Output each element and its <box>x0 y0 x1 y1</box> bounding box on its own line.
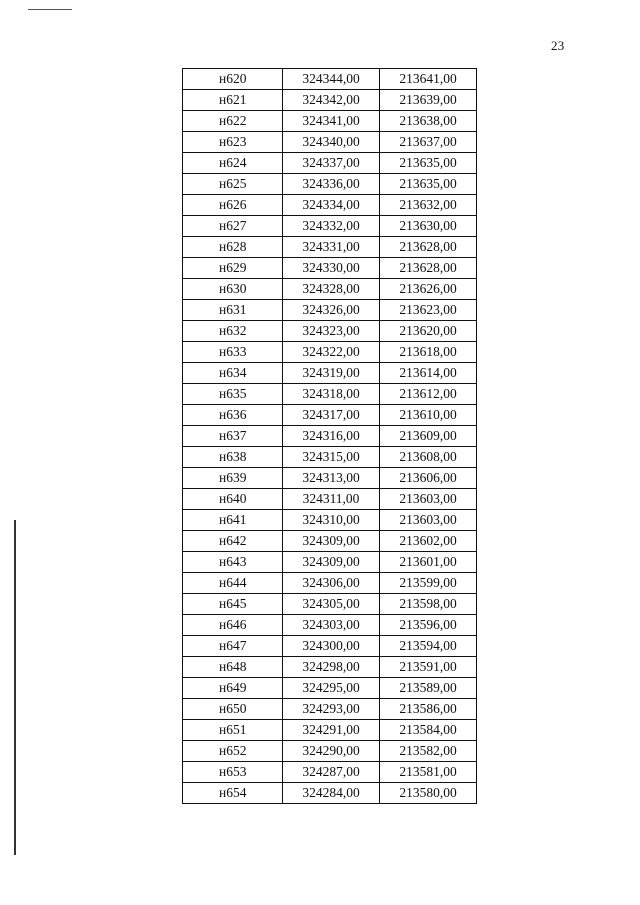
x-coordinate-cell: 324287,00 <box>283 762 380 783</box>
x-coordinate-cell: 324318,00 <box>283 384 380 405</box>
table-row <box>183 762 477 783</box>
table-row <box>183 426 477 447</box>
table-row <box>183 552 477 573</box>
table-row <box>183 678 477 699</box>
table-row <box>183 468 477 489</box>
x-coordinate-cell: 324298,00 <box>283 657 380 678</box>
y-coordinate-cell: 213603,00 <box>380 489 477 510</box>
table-row <box>183 489 477 510</box>
table-row <box>183 342 477 363</box>
x-coordinate-cell: 324342,00 <box>283 90 380 111</box>
table-row <box>183 573 477 594</box>
point-id-cell: н635 <box>183 384 283 405</box>
point-id-cell: н633 <box>183 342 283 363</box>
table-row <box>183 510 477 531</box>
table-row <box>183 636 477 657</box>
y-coordinate-cell: 213608,00 <box>380 447 477 468</box>
point-id-cell: н626 <box>183 195 283 216</box>
table-row <box>183 69 477 90</box>
y-coordinate-cell: 213638,00 <box>380 111 477 132</box>
y-coordinate-cell: 213598,00 <box>380 594 477 615</box>
y-coordinate-cell: 213630,00 <box>380 216 477 237</box>
x-coordinate-cell: 324306,00 <box>283 573 380 594</box>
table-row <box>183 174 477 195</box>
y-coordinate-cell: 213612,00 <box>380 384 477 405</box>
x-coordinate-cell: 324340,00 <box>283 132 380 153</box>
y-coordinate-cell: 213584,00 <box>380 720 477 741</box>
point-id-cell: н652 <box>183 741 283 762</box>
top-rule-line <box>28 9 72 10</box>
point-id-cell: н642 <box>183 531 283 552</box>
x-coordinate-cell: 324322,00 <box>283 342 380 363</box>
x-coordinate-cell: 324344,00 <box>283 69 380 90</box>
y-coordinate-cell: 213639,00 <box>380 90 477 111</box>
scan-edge-bar <box>14 520 16 855</box>
y-coordinate-cell: 213618,00 <box>380 342 477 363</box>
table-row <box>183 741 477 762</box>
y-coordinate-cell: 213609,00 <box>380 426 477 447</box>
x-coordinate-cell: 324290,00 <box>283 741 380 762</box>
point-id-cell: н651 <box>183 720 283 741</box>
y-coordinate-cell: 213601,00 <box>380 552 477 573</box>
x-coordinate-cell: 324295,00 <box>283 678 380 699</box>
point-id-cell: н625 <box>183 174 283 195</box>
x-coordinate-cell: 324331,00 <box>283 237 380 258</box>
x-coordinate-cell: 324334,00 <box>283 195 380 216</box>
y-coordinate-cell: 213602,00 <box>380 531 477 552</box>
table-row <box>183 594 477 615</box>
point-id-cell: н638 <box>183 447 283 468</box>
x-coordinate-cell: 324309,00 <box>283 552 380 573</box>
y-coordinate-cell: 213596,00 <box>380 615 477 636</box>
y-coordinate-cell: 213628,00 <box>380 237 477 258</box>
y-coordinate-cell: 213603,00 <box>380 510 477 531</box>
x-coordinate-cell: 324330,00 <box>283 258 380 279</box>
x-coordinate-cell: 324300,00 <box>283 636 380 657</box>
x-coordinate-cell: 324341,00 <box>283 111 380 132</box>
point-id-cell: н643 <box>183 552 283 573</box>
table-row <box>183 531 477 552</box>
table-row <box>183 132 477 153</box>
y-coordinate-cell: 213606,00 <box>380 468 477 489</box>
point-id-cell: н627 <box>183 216 283 237</box>
point-id-cell: н637 <box>183 426 283 447</box>
x-coordinate-cell: 324309,00 <box>283 531 380 552</box>
y-coordinate-cell: 213580,00 <box>380 783 477 804</box>
y-coordinate-cell: 213626,00 <box>380 279 477 300</box>
point-id-cell: н620 <box>183 69 283 90</box>
x-coordinate-cell: 324305,00 <box>283 594 380 615</box>
point-id-cell: н636 <box>183 405 283 426</box>
point-id-cell: н646 <box>183 615 283 636</box>
x-coordinate-cell: 324337,00 <box>283 153 380 174</box>
y-coordinate-cell: 213632,00 <box>380 195 477 216</box>
point-id-cell: н654 <box>183 783 283 804</box>
table-row <box>183 447 477 468</box>
x-coordinate-cell: 324315,00 <box>283 447 380 468</box>
x-coordinate-cell: 324317,00 <box>283 405 380 426</box>
table-row <box>183 153 477 174</box>
table-row <box>183 279 477 300</box>
y-coordinate-cell: 213591,00 <box>380 657 477 678</box>
x-coordinate-cell: 324293,00 <box>283 699 380 720</box>
point-id-cell: н624 <box>183 153 283 174</box>
y-coordinate-cell: 213594,00 <box>380 636 477 657</box>
y-coordinate-cell: 213599,00 <box>380 573 477 594</box>
y-coordinate-cell: 213623,00 <box>380 300 477 321</box>
coordinates-table <box>182 68 477 804</box>
y-coordinate-cell: 213614,00 <box>380 363 477 384</box>
table-row <box>183 720 477 741</box>
point-id-cell: н623 <box>183 132 283 153</box>
y-coordinate-cell: 213581,00 <box>380 762 477 783</box>
y-coordinate-cell: 213589,00 <box>380 678 477 699</box>
y-coordinate-cell: 213586,00 <box>380 699 477 720</box>
table-row <box>183 363 477 384</box>
point-id-cell: н634 <box>183 363 283 384</box>
table-row <box>183 384 477 405</box>
x-coordinate-cell: 324319,00 <box>283 363 380 384</box>
table-row <box>183 321 477 342</box>
table-row <box>183 195 477 216</box>
y-coordinate-cell: 213610,00 <box>380 405 477 426</box>
point-id-cell: н653 <box>183 762 283 783</box>
x-coordinate-cell: 324313,00 <box>283 468 380 489</box>
table-row <box>183 405 477 426</box>
table-row <box>183 237 477 258</box>
point-id-cell: н628 <box>183 237 283 258</box>
point-id-cell: н621 <box>183 90 283 111</box>
x-coordinate-cell: 324328,00 <box>283 279 380 300</box>
point-id-cell: н640 <box>183 489 283 510</box>
point-id-cell: н647 <box>183 636 283 657</box>
y-coordinate-cell: 213620,00 <box>380 321 477 342</box>
point-id-cell: н645 <box>183 594 283 615</box>
table-row <box>183 615 477 636</box>
x-coordinate-cell: 324310,00 <box>283 510 380 531</box>
table-row <box>183 258 477 279</box>
point-id-cell: н622 <box>183 111 283 132</box>
x-coordinate-cell: 324326,00 <box>283 300 380 321</box>
table-row <box>183 300 477 321</box>
y-coordinate-cell: 213582,00 <box>380 741 477 762</box>
point-id-cell: н650 <box>183 699 283 720</box>
point-id-cell: н629 <box>183 258 283 279</box>
y-coordinate-cell: 213635,00 <box>380 153 477 174</box>
table-row <box>183 699 477 720</box>
table-row <box>183 216 477 237</box>
table-row <box>183 783 477 804</box>
point-id-cell: н631 <box>183 300 283 321</box>
point-id-cell: н630 <box>183 279 283 300</box>
point-id-cell: н648 <box>183 657 283 678</box>
point-id-cell: н644 <box>183 573 283 594</box>
x-coordinate-cell: 324316,00 <box>283 426 380 447</box>
x-coordinate-cell: 324291,00 <box>283 720 380 741</box>
x-coordinate-cell: 324323,00 <box>283 321 380 342</box>
point-id-cell: н632 <box>183 321 283 342</box>
y-coordinate-cell: 213628,00 <box>380 258 477 279</box>
x-coordinate-cell: 324336,00 <box>283 174 380 195</box>
table-row <box>183 657 477 678</box>
y-coordinate-cell: 213637,00 <box>380 132 477 153</box>
y-coordinate-cell: 213635,00 <box>380 174 477 195</box>
point-id-cell: н641 <box>183 510 283 531</box>
x-coordinate-cell: 324332,00 <box>283 216 380 237</box>
table-row <box>183 111 477 132</box>
x-coordinate-cell: 324311,00 <box>283 489 380 510</box>
x-coordinate-cell: 324284,00 <box>283 783 380 804</box>
y-coordinate-cell: 213641,00 <box>380 69 477 90</box>
point-id-cell: н639 <box>183 468 283 489</box>
point-id-cell: н649 <box>183 678 283 699</box>
x-coordinate-cell: 324303,00 <box>283 615 380 636</box>
coordinates-table-body <box>183 69 477 804</box>
table-row <box>183 90 477 111</box>
page-number: 23 <box>551 38 565 53</box>
